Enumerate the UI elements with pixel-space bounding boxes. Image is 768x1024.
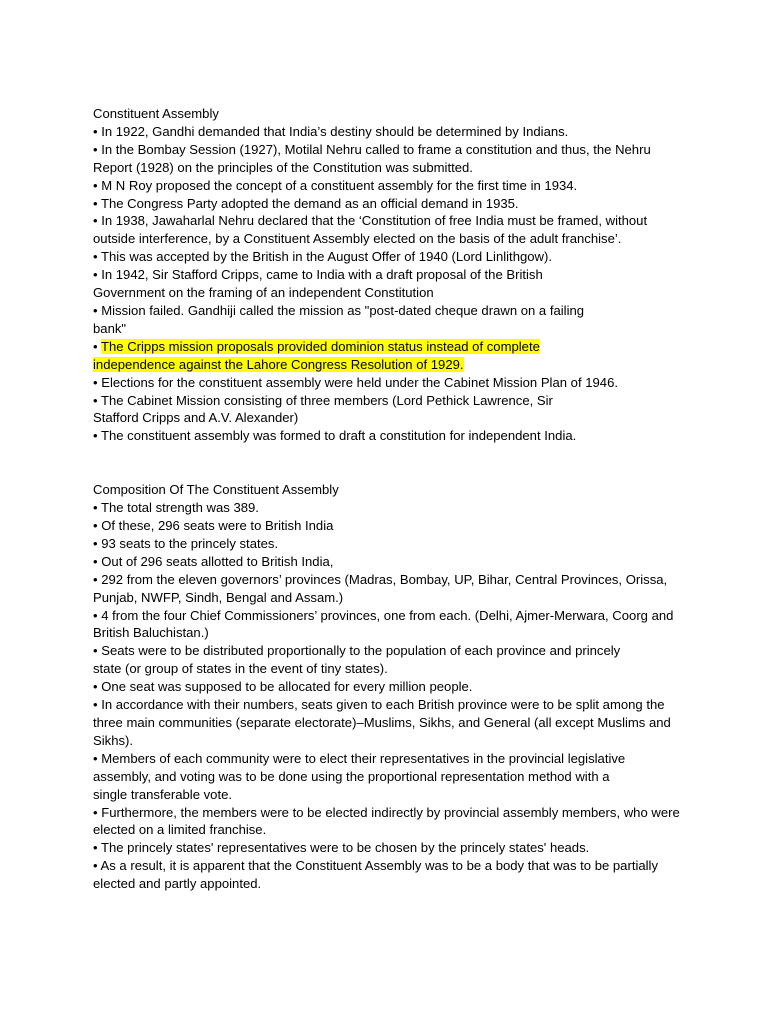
bullet-item: • In accordance with their numbers, seats given to each British province were to be split among the three main communities (separate electorate)–Muslims, Sikhs, and General (all except Muslims and Sikhs). [93,697,671,748]
section-heading: Composition Of The Constituent Assembly [93,482,339,498]
bullet-item: • As a result, it is apparent that the Constituent Assembly was to be a body that was to be partially elected and partly appointed. [93,858,659,892]
highlighted-bullet-item [93,338,593,374]
bullet-item: • The Congress Party adopted the demand as an official demand in 1935. [93,195,519,211]
bullet-item: • In 1942, Sir Stafford Cripps, came to India with a draft proposal of the British Government on the framing of an independent Constitution [93,267,543,301]
bullet-item: • In 1922, Gandhi demanded that India’s destiny should be determined by Indians. [93,123,569,139]
bullet-item: • Mission failed. Gandhiji called the mission as "post-dated cheque drawn on a failing bank" [93,302,585,336]
bullet-item: • One seat was supposed to be allocated for every million people. [93,679,473,695]
highlighted-text: The Cripps mission proposals provided dominion status instead of complete independence against the Lahore Congress Resolution of 1929. [93,338,540,372]
bullet-item: • In the Bombay Session (1927), Motilal Nehru called to frame a constitution and thus, the Nehru Report (1928) on the principles of the Constitution was submitted. [93,141,651,175]
section-constituent-assembly [93,105,683,445]
bullet-item: • In 1938, Jawaharlal Nehru declared that the ‘Constitution of free India must be framed, without outside interference, by a Constituent Assembly elected on the basis of the adult franchise’. [93,213,648,247]
section-heading: Constituent Assembly [93,106,219,121]
bullet-item: • 4 from the four Chief Commissioners’ provinces, one from each. (Delhi, Ajmer-Merwara, Coorg and British Baluchistan.) [93,607,674,641]
section-spacer [93,445,683,481]
bullet-item: • 93 seats to the princely states. [93,535,279,551]
section-composition [93,481,683,893]
bullet-item: • Out of 296 seats allotted to British India, [93,553,334,569]
bullet-item: • The Cabinet Mission consisting of three members (Lord Pethick Lawrence, Sir Stafford Cripps and A.V. Alexander) [93,392,553,426]
bullet-item: • The princely states' representatives were to be chosen by the princely states' heads. [93,840,590,856]
bullet-item: • This was accepted by the British in the August Offer of 1940 (Lord Linlithgow). [93,249,552,265]
bullet-item: • M N Roy proposed the concept of a constituent assembly for the first time in 1934. [93,177,578,193]
bullet-item: • Members of each community were to elect their representatives in the provincial legislative assembly, and voting was to be done using the proportional representation method with a single transferable vote. [93,750,626,802]
bullet-marker: • [93,338,101,354]
bullet-item: • Of these, 296 seats were to British India [93,518,334,534]
bullet-item: • Furthermore, the members were to be elected indirectly by provincial assembly members, who were elected on a limited franchise. [93,804,680,838]
bullet-item: • Elections for the constituent assembly were held under the Cabinet Mission Plan of 1946. [93,374,618,390]
bullet-item: • 292 from the eleven governors’ provinces (Madras, Bombay, UP, Bihar, Central Provinces, Orissa, Punjab, NWFP, Sindh, Bengal and Assam.) [93,571,668,605]
bullet-item: • The constituent assembly was formed to draft a constitution for independent India. [93,428,577,444]
bullet-item: • The total strength was 389. [93,500,259,516]
document-page [93,105,683,893]
bullet-item: • Seats were to be distributed proportionally to the population of each province and princely state (or group of states in the event of tiny states). [93,643,621,677]
